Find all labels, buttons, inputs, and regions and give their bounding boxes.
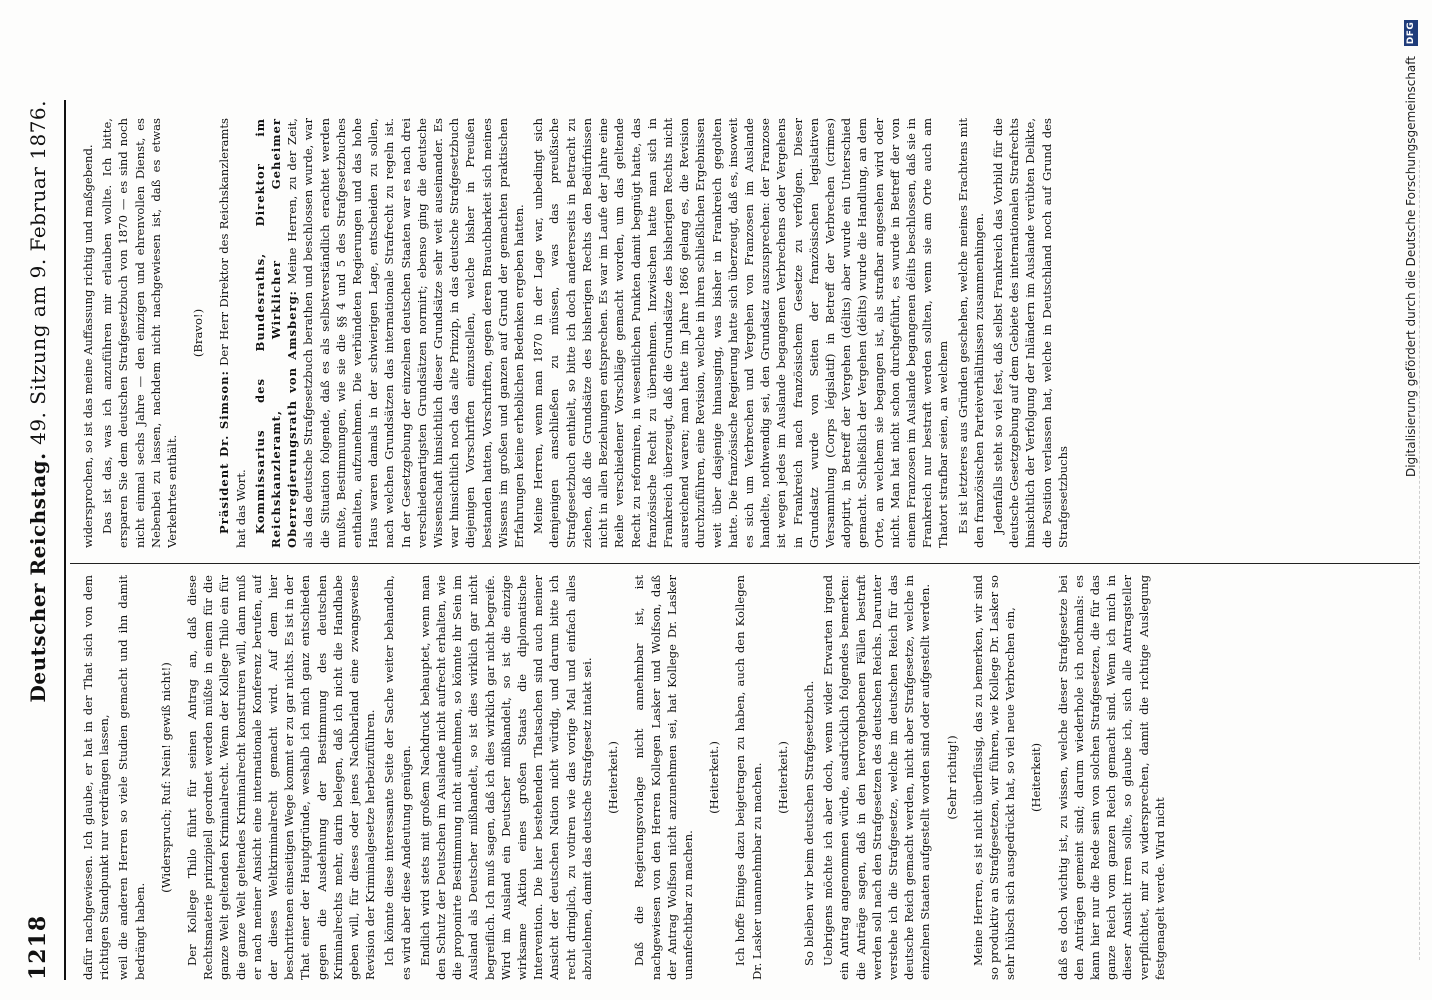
column-divider (70, 563, 1420, 564)
running-title (26, 100, 50, 703)
paragraph: Endlich wird stets mit großem Nachdruck behauptet, wenn man den Schutz der Deutschen im Auslande nicht aufrecht erhalten, wie die proponirte Bestimmung nicht aufnehmen, so könnte ihr Sein im Ausland als Deutscher mißhandelt, so ist dies wirklich gar nicht begreiflich. Ich muß sagen, daß ich dies wirklich gar nicht begreife. Wird im Ausland ein Deutscher mißhandelt, so ist die einzige wirksame Aktion eines großen Staats die diplomatische Intervention. Die hier bestehenden Thatsachen sind auch meiner Ansicht der deutschen Nation nicht würdig, und darum bitte ich recht dringlich, zu votiren wie das vorige Mal und einfach alles abzulehnen, damit das deutsche Strafgesetz intakt sei. (417, 575, 594, 980)
paragraph: daß es doch wichtig ist, zu wissen, welche dieser Strafgesetze bei den Anträgen gemeint sind; darum wiederhole ich nochmals: es kann hier nur die Rede sein von solchen Strafgesetzen, die für das ganze Reich vom ganzen Reich gemacht sind. Wenn ich mich in dieser Ansicht irren sollte, so glaube ich, sich alle Antragsteller verpflichtet, mir zu widersprechen, damit die richtige Auslegung festgenagelt werde. Wird nicht (1055, 575, 1167, 980)
stage-direction: (Heiterkeit) (1029, 742, 1044, 813)
paragraph: Meine Herren, wenn man 1870 in der Lage war, unbedingt sich demjenigen anschließen zu müssen, was das preußische Strafgesetzbuch enthielt, so bitte ich doch andererseits in Betracht zu ziehen, daß die Grundsätze des bisherigen Rechts den Bedürfnissen nicht in allen Beziehungen entsprechen. Es war im Laufe der Jahre eine Reihe verschiedener Vorschläge gemacht worden, um das geltende Recht zu reformiren, in wesentlichen Punkten damit begnügt hatte, das französische Recht zu übernehmen. Inzwischen hatte man sich in Frankreich überzeugt, daß die Grundsätze des bisherigen Rechts nicht ausreichend waren; man hatte im Jahre 1866 gelang es, die Revision durchzuführen, eine Revision, welche in ihren schließlichen Ergebnissen weit über dasjenige hinausging, was bisher in Frankreich gegolten hatte. Die französische Regierung hatte sich überzeugt, daß es, insoweit es sich um Verbrechen und Vergehen von Franzosen im Auslande handelte, nothwendig sei, den Grundsatz auszusprechen: der Franzose ist wegen jedes im Auslande begangenen Verbrechens oder Vergehens in Frankreich nach französischem Gesetze zu verfolgen. Dieser Grundsatz wurde von Seiten der französischen legislativen Versammlung (Corps législatif) in Betreff der Verbrechen (crimes) adoptirt, in Betreff der Vergehen (délits) aber wurde ein Unterschied gemacht. Schließlich der Vergehen (délits) wurde die Handlung, an dem Orte, an welchem sie begangen ist, als strafbar angesehen wird oder nicht. Man hat nicht schon durchgeführt, es wurde in Betreff der von einem Franzosen im Auslande begangenen délits beschlossen, daß sie in Frankreich nur bestraft werden sollten, wenn sie am Orte auch am Thatort strafbar seien, an welchem (531, 118, 951, 548)
paragraph (252, 118, 527, 548)
stage-direction: (Heiterkeit.) (775, 741, 790, 814)
stage-direction: (Sehr richtig!) (944, 735, 959, 820)
paragraph: Das ist das, was ich anzuführen mir erlauben wollte. Ich bitte, ersparen Sie dem deutschen Strafgesetzbuch von 1870 — es sind noch nicht einmal sechs Jahre — den einzigen und ehrenvollen Dienst, es Nebenbei zu lassen, nachdem nicht nachgewiesen ist, daß es etwas Verkehrtes enthält. (100, 118, 180, 548)
paragraph: So bleiben wir beim deutschen Strafgesetzbuch. (801, 680, 816, 966)
speaker-name: Präsident Dr. Simson: (217, 370, 232, 534)
dfg-logo: DFG (1406, 21, 1416, 45)
speech-text: Der Herr Direktor des Reichskanzleramts hat das Wort. (217, 118, 248, 548)
stage-direction: (Heiterkeit.) (606, 741, 621, 814)
stage-direction: (Heiterkeit.) (707, 741, 722, 814)
speech-text: Meine Herren, zu der Zeit, als das deutsche Strafgesetzbuch berathen und beschlossen wurde, war die Situation folgende, daß es als selbstverständlich erachtet werden mußte, Bestimmungen, wie sie die §§ 4 und 5 des Strafgesetzbuches enthalten, aufzunehmen. Die verbündeten Regierungen und das hohe Haus waren damals in der schwierigen Lage, entscheiden zu sollen, nach welchen Grundsätzen das internationale Strafrecht zu regeln ist. In der Gesetzgebung der einzelnen deutschen Staaten war es nach drei verschiedenartigsten Grundsätzen normirt; ebenso ging die deutsche Wissenschaft hinsichtlich dieser Grundsätze sehr weit auseinander. Es war hinsichtlich noch das alte Prinzip, in das deutsche Strafgesetzbuch diejenigen Vorschriften einzustellen, welche bisher in Preußen bestanden hatten, Vorschriften, gegen deren Brauchbarkeit sich meines Wissens im großen und ganzen auf Grund der gemachten praktischen Erfahrungen keine erheblichen Bedenken ergeben hatten. (285, 118, 527, 548)
paragraph: widersprochen, so ist das meine Auffassung richtig und maßgebend. (81, 144, 95, 548)
stage-direction: (Bravo!) (191, 308, 206, 358)
right-column (80, 118, 1412, 548)
footer (1396, 0, 1426, 1000)
paragraph: Jedenfalls steht so viel fest, daß selbst Frankreich das Vorbild für die deutsche Gesetzgebung auf dem Gebiete des internationalen Strafrechts hinsichtlich der Verfolgung der Inländern im Auslande verübten Delikte, die Position verlassen hat, welche in Deutschland noch auf Grund des Strafgesetzbuchs (990, 118, 1070, 548)
paragraph: weil die anderen Herren so viele Studien gemacht und ihn damit bedrängt haben. (116, 575, 147, 980)
page-number: 1218 (25, 914, 51, 980)
paragraph: Es ist letzteres aus Gründen geschehen, welche meines Erachtens mit den französischen Parteiverhältnissen zusammenhingen. (955, 118, 986, 548)
paragraph: Der Kollege Thilo führt für seinen Antrag an, daß diese Rechtsmaterie prinzipiell geordnet werden müßte in einem für die ganze Welt geltenden Kriminalrecht. Wenn der Kollege Thilo ein für die ganze Welt geltendes Kriminalrecht konstruiren will, dann muß er nach meiner Ansicht eine internationale Konferenz berufen, auf der dieses Weltkriminalrecht gemacht wird. Auf dem hier beschrittenen einseitigen Wege kommt er zu gar nichts. Es ist in der That einer der Hauptgründe, weshalb ich mich ganz entschieden gegen die Ausdehnung der Bestimmung des deutschen Kriminalrechts mehr, darin belegen, daß ich nicht die Handhabe geben will, für dieses oder jenes Nachbarland eine zwangsweise Revision der Kriminalgesetze herbeizuführen. (185, 575, 378, 980)
parliament-name: Deutscher Reichstag. (26, 452, 50, 703)
paragraph (216, 118, 248, 548)
paragraph: Daß die Regierungsvorlage nicht annehmbar ist, ist nachgewiesen von den Herren Kollegen Lasker und Wolfson, daß der Antrag Wolfson nicht anzunehmen sei, hat Kollege Dr. Lasker unanfechtbar zu machen. (632, 575, 695, 980)
paragraph: Uebrigens möchte ich aber doch, wenn wider Erwarten irgend ein Antrag angenommen würde, ausdrücklich folgendes bemerken: die Anträge sagen, daß in den hervorgehobenen Fällen bestraft werden soll nach den Strafgesetzen des deutschen Reichs. Darunter verstehe ich die Strafgesetze, welche im deutschen Reich für das deutsche Reich gemacht werden, nicht aber Strafgesetze, welche in einzelnen Staaten aufgestellt worden sind oder aufgestellt werden. (821, 575, 933, 980)
paragraph: Ich könnte diese interessante Seite der Sache weiter behandeln, es wird aber diese Andeutung genügen. (382, 575, 413, 980)
paragraph: Ich hoffe Einiges dazu beigetragen zu haben, auch den Kollegen Dr. Lasker unannehmbar zu machen. (733, 575, 764, 980)
session-date: 49. Sitzung am 9. Februar 1876. (26, 100, 50, 445)
paragraph: dafür nachgewiesen. Ich glaube, er hat in der That sich von dem richtigen Standpunkt nur verdrängen lassen, (81, 575, 112, 980)
page-header (12, 100, 66, 980)
stage-direction: (Widerspruch; Ruf: Nein! gewiß nicht!) (158, 662, 173, 893)
paragraph: Meine Herren, es ist nicht überflüssig, das zu bemerken, wir sind so produktiv an Strafgesetzen, wir führen, wie Kollege Dr. Lasker so sehr hübsch sich ausgedrückt hat, so viel neue Verbrechen ein, (970, 575, 1018, 980)
left-column (80, 575, 1412, 980)
speaker-name: Kommissarius des Bundesraths, Direktor im Reichskanzleramt, Wirklicher Geheimer Oberregierungsrath von Amsberg: (252, 118, 300, 548)
digitization-credit: Digitalisierung gefördert durch die Deutsche Forschungsgemeinschaft (1404, 56, 1418, 478)
